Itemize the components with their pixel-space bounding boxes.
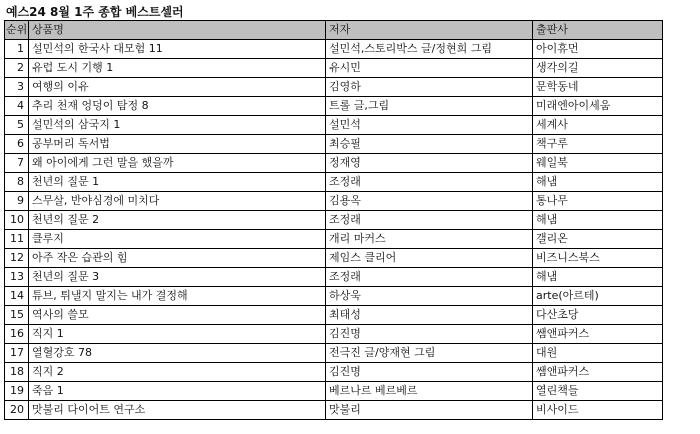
rank-cell: 20 bbox=[5, 401, 29, 420]
rank-cell: 16 bbox=[5, 325, 29, 344]
publisher-cell: 책구루 bbox=[533, 135, 663, 154]
publisher-cell: 생각의길 bbox=[533, 59, 663, 78]
publisher-cell: 해냄 bbox=[533, 268, 663, 287]
author-cell: 김영하 bbox=[326, 78, 533, 97]
product-cell: 아주 작은 습관의 힘 bbox=[29, 249, 326, 268]
table-row bbox=[5, 78, 663, 97]
table-row bbox=[5, 287, 663, 306]
table-row bbox=[5, 173, 663, 192]
table-row bbox=[5, 116, 663, 135]
rank-cell: 13 bbox=[5, 268, 29, 287]
publisher-cell: 미래엔아이세움 bbox=[533, 97, 663, 116]
product-cell: 천년의 질문 1 bbox=[29, 173, 326, 192]
publisher-cell: 쌤앤파커스 bbox=[533, 325, 663, 344]
table-row bbox=[5, 97, 663, 116]
table-header-row bbox=[5, 21, 663, 40]
table-row bbox=[5, 249, 663, 268]
author-cell: 최태성 bbox=[326, 306, 533, 325]
author-cell: 김용옥 bbox=[326, 192, 533, 211]
product-cell: 열혈강호 78 bbox=[29, 344, 326, 363]
publisher-cell: 비즈니스북스 bbox=[533, 249, 663, 268]
bestseller-table bbox=[4, 20, 663, 420]
table-row bbox=[5, 40, 663, 59]
author-cell: 설민석,스토리박스 글/정현희 그림 bbox=[326, 40, 533, 59]
publisher-cell: 통나무 bbox=[533, 192, 663, 211]
product-cell: 천년의 질문 2 bbox=[29, 211, 326, 230]
rank-cell: 11 bbox=[5, 230, 29, 249]
author-cell: 최승필 bbox=[326, 135, 533, 154]
header-publisher: 출판사 bbox=[533, 21, 663, 40]
rank-cell: 5 bbox=[5, 116, 29, 135]
publisher-cell: 대원 bbox=[533, 344, 663, 363]
author-cell: 트롤 글,그림 bbox=[326, 97, 533, 116]
author-cell: 김진명 bbox=[326, 363, 533, 382]
table-row bbox=[5, 230, 663, 249]
rank-cell: 8 bbox=[5, 173, 29, 192]
author-cell: 정재영 bbox=[326, 154, 533, 173]
product-cell: 맛불리 다이어트 연구소 bbox=[29, 401, 326, 420]
rank-cell: 19 bbox=[5, 382, 29, 401]
product-cell: 스무살, 반야심경에 미치다 bbox=[29, 192, 326, 211]
product-cell: 공부머리 독서법 bbox=[29, 135, 326, 154]
author-cell: 설민석 bbox=[326, 116, 533, 135]
publisher-cell: arte(아르테) bbox=[533, 287, 663, 306]
publisher-cell: 열린책들 bbox=[533, 382, 663, 401]
product-cell: 설민석의 삼국지 1 bbox=[29, 116, 326, 135]
author-cell: 베르나르 베르베르 bbox=[326, 382, 533, 401]
rank-cell: 1 bbox=[5, 40, 29, 59]
table-row bbox=[5, 268, 663, 287]
rank-cell: 10 bbox=[5, 211, 29, 230]
author-cell: 제임스 클리어 bbox=[326, 249, 533, 268]
rank-cell: 12 bbox=[5, 249, 29, 268]
author-cell: 조정래 bbox=[326, 268, 533, 287]
table-row bbox=[5, 211, 663, 230]
table-row bbox=[5, 401, 663, 420]
rank-cell: 18 bbox=[5, 363, 29, 382]
rank-cell: 17 bbox=[5, 344, 29, 363]
rank-cell: 3 bbox=[5, 78, 29, 97]
table-row bbox=[5, 192, 663, 211]
author-cell: 맛불리 bbox=[326, 401, 533, 420]
table-row bbox=[5, 59, 663, 78]
table-row bbox=[5, 306, 663, 325]
table-row bbox=[5, 382, 663, 401]
author-cell: 조정래 bbox=[326, 173, 533, 192]
header-rank: 순위 bbox=[5, 21, 29, 40]
rank-cell: 2 bbox=[5, 59, 29, 78]
rank-cell: 6 bbox=[5, 135, 29, 154]
product-cell: 직지 1 bbox=[29, 325, 326, 344]
table-row bbox=[5, 363, 663, 382]
product-cell: 클루지 bbox=[29, 230, 326, 249]
header-product: 상품명 bbox=[29, 21, 326, 40]
table-row bbox=[5, 325, 663, 344]
publisher-cell: 다산초당 bbox=[533, 306, 663, 325]
product-cell: 여행의 이유 bbox=[29, 78, 326, 97]
product-cell: 설민석의 한국사 대모험 11 bbox=[29, 40, 326, 59]
product-cell: 역사의 쓸모 bbox=[29, 306, 326, 325]
author-cell: 전극진 글/양재현 그림 bbox=[326, 344, 533, 363]
publisher-cell: 웨일북 bbox=[533, 154, 663, 173]
header-author: 저자 bbox=[326, 21, 533, 40]
publisher-cell: 세계사 bbox=[533, 116, 663, 135]
publisher-cell: 갤리온 bbox=[533, 230, 663, 249]
rank-cell: 15 bbox=[5, 306, 29, 325]
table-row bbox=[5, 135, 663, 154]
product-cell: 천년의 질문 3 bbox=[29, 268, 326, 287]
publisher-cell: 쌤앤파커스 bbox=[533, 363, 663, 382]
author-cell: 조정래 bbox=[326, 211, 533, 230]
author-cell: 하상욱 bbox=[326, 287, 533, 306]
rank-cell: 9 bbox=[5, 192, 29, 211]
product-cell: 죽음 1 bbox=[29, 382, 326, 401]
product-cell: 유럽 도시 기행 1 bbox=[29, 59, 326, 78]
product-cell: 왜 아이에게 그런 말을 했을까 bbox=[29, 154, 326, 173]
author-cell: 김진명 bbox=[326, 325, 533, 344]
table-row bbox=[5, 154, 663, 173]
product-cell: 추리 천재 엉덩이 탐정 8 bbox=[29, 97, 326, 116]
table-row bbox=[5, 344, 663, 363]
rank-cell: 7 bbox=[5, 154, 29, 173]
author-cell: 유시민 bbox=[326, 59, 533, 78]
rank-cell: 4 bbox=[5, 97, 29, 116]
publisher-cell: 비사이드 bbox=[533, 401, 663, 420]
product-cell: 직지 2 bbox=[29, 363, 326, 382]
rank-cell: 14 bbox=[5, 287, 29, 306]
author-cell: 개리 마커스 bbox=[326, 230, 533, 249]
page-title: 예스24 8월 1주 종합 베스트셀러 bbox=[6, 5, 184, 19]
publisher-cell: 해냄 bbox=[533, 211, 663, 230]
product-cell: 튜브, 튀낼지 말지는 내가 결정해 bbox=[29, 287, 326, 306]
publisher-cell: 아이휴먼 bbox=[533, 40, 663, 59]
publisher-cell: 해냄 bbox=[533, 173, 663, 192]
publisher-cell: 문학동네 bbox=[533, 78, 663, 97]
